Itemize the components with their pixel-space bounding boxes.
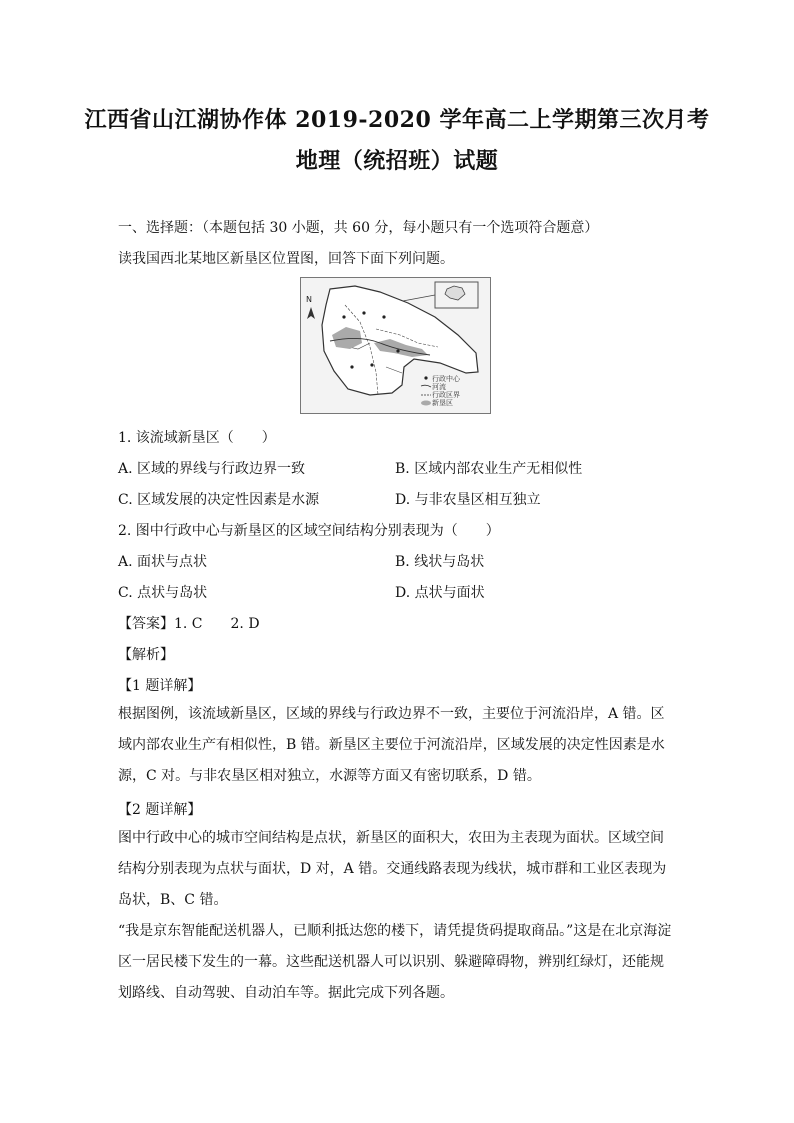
admin-center-dot — [342, 315, 345, 318]
q2-option-b: B. 线状与岛状 — [395, 554, 485, 570]
detail-1-label: 【1 题详解】 — [118, 678, 202, 694]
legend-admin-boundary: 行政区界 — [432, 391, 460, 399]
q2-option-d: D. 点状与面状 — [395, 585, 485, 601]
legend-reclamation-icon — [421, 401, 431, 406]
q1-option-a: A. 区域的界线与行政边界一致 — [118, 461, 306, 477]
legend-river: 河流 — [432, 383, 446, 391]
admin-center-dot — [382, 315, 385, 318]
q2-option-a: A. 面状与点状 — [118, 554, 208, 570]
question-intro: 读我国西北某地区新垦区位置图，回答下面下列问题。 — [118, 251, 454, 267]
section-header: 一、选择题：（本题包括 30 小题，共 60 分，每小题只有一个选项符合题意） — [118, 220, 599, 236]
q2-option-c: C. 点状与岛状 — [118, 585, 208, 601]
question-1-stem: 1. 该流域新垦区（ ） — [118, 430, 276, 446]
answer-line: 【答案】1. C 2. D — [118, 616, 260, 632]
legend-reclamation: 新垦区 — [432, 399, 453, 407]
question-2-stem: 2. 图中行政中心与新垦区的区域空间结构分别表现为（ ） — [118, 523, 500, 539]
document-title-line1: 江西省山江湖协作体 2019-2020 学年高二上学期第三次月考 — [84, 107, 710, 133]
detail-2-text: 图中行政中心的城市空间结构是点状，新垦区的面积大，农田为主表现为面状。区域空间结构分别表现为点状与面状，D 对，A 错。交通线路表现为线状，城市群和工业区表现为岛状，B、C 错。 — [118, 830, 667, 908]
document-title-line2: 地理（统招班）试题 — [295, 148, 499, 174]
detail-2-label: 【2 题详解】 — [118, 802, 202, 818]
admin-center-dot — [362, 311, 365, 314]
legend-admin-center: 行政中心 — [432, 375, 460, 383]
q1-option-b: B. 区域内部农业生产无相似性 — [395, 461, 583, 477]
admin-center-dot — [396, 349, 399, 352]
north-label: N — [306, 295, 312, 304]
reading-passage: “我是京东智能配送机器人，已顺利抵达您的楼下，请凭提货码提取商品。”这是在北京海淀区一居民楼下发生的一幕。这些配送机器人可以识别、躲避障碍物，辨别红绿灯，还能规划路线、自动驾驶、自动泊车等。据此完成下列各题。 — [118, 923, 672, 1001]
admin-center-dot — [350, 365, 353, 368]
detail-1-text: 根据图例，该流域新垦区，区域的界线与行政边界不一致，主要位于河流沿岸，A 错。区域内部农业生产有相似性，B 错。新垦区主要位于河流沿岸，区域发展的决定性因素是水源，C 对。与非农垦区相对独立，水源等方面又有密切联系，D 错。 — [118, 706, 665, 784]
admin-center-dot — [370, 363, 373, 366]
region-location-map — [300, 277, 491, 414]
q1-option-c: C. 区域发展的决定性因素是水源 — [118, 492, 320, 508]
q1-option-d: D. 与非农垦区相互独立 — [395, 492, 541, 508]
analysis-label: 【解析】 — [118, 647, 174, 663]
legend-admin-center-icon — [424, 376, 427, 379]
